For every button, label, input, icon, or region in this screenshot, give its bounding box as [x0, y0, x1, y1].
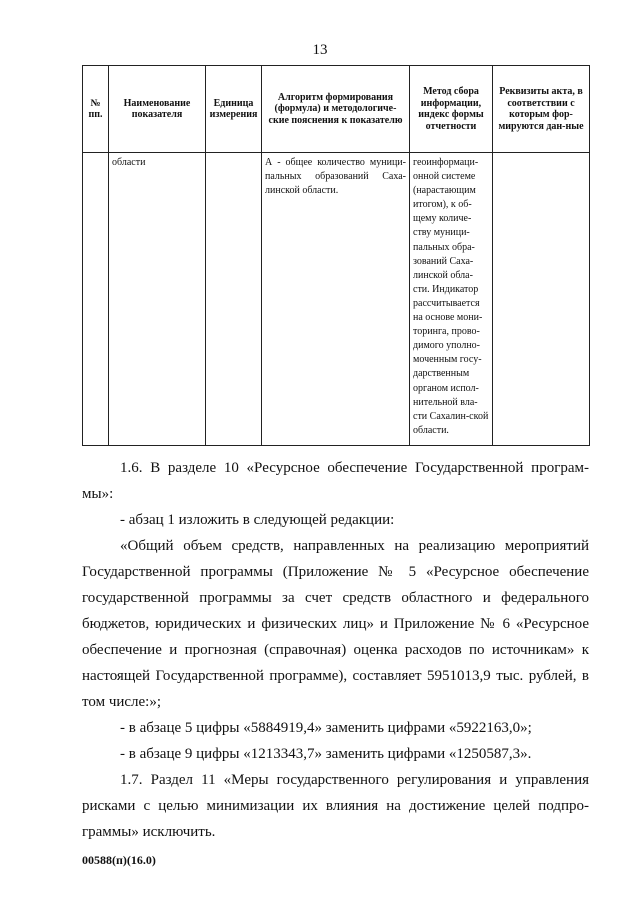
table-header-row	[83, 66, 590, 153]
header-name: Наименование показателя	[109, 66, 206, 153]
cell-num	[83, 153, 109, 446]
section-1-7	[82, 767, 589, 845]
paragraph-1-7: 1.7. Раздел 11 «Меры государственного регулирования и управления рисками с целью минимизации их влияния на достижение целей подпро-граммы» исключить.	[82, 772, 589, 840]
paragraph-1-6-heading: 1.6. В разделе 10 «Ресурсное обеспечение Государственной програм-мы»:	[82, 460, 589, 502]
paragraph-quote: «Общий объем средств, направленных на реализацию мероприятий Государственной программы (Приложение № 5 «Ресурсное обеспечение государственной программы за счет средств областного и федерального бюджетов, юридических и физических лиц» и Приложение № 6 «Ресурсное обеспечение и прогнозная (справочная) оценка расходов по источникам» к настоящей Государственной программе), составляет 5951013,9 тыс. рублей, в том числе:»;	[82, 538, 589, 710]
header-num: № пп.	[83, 66, 109, 153]
paragraph-abzac-9: - в абзаце 9 цифры «1213343,7» заменить цифрами «1250587,3».	[120, 746, 532, 762]
paragraph-block-4	[82, 715, 589, 741]
cell-requisites	[493, 153, 590, 446]
section-1-6	[82, 455, 589, 507]
paragraph-abzac-1: - абзац 1 изложить в следующей редакции:	[120, 512, 395, 528]
header-algorithm: Алгоритм формирования (формула) и методологиче-ские пояснения к показателю	[262, 66, 410, 153]
paragraph-block-3	[82, 533, 589, 715]
cell-method: геоинформаци-онной системе (нарастающим итогом), к об-щему количе-ству муници-пальных обра-зований Саха-линской обла-сти. Индикатор рассчитывается на основе мони-торинга, прово-димого уполно-моченным госу-дарственным органом испол-нительной вла-сти Сахалин-ской области.	[410, 153, 493, 446]
document-code: 00588(п)(16.0)	[82, 853, 156, 867]
paragraph-abzac-5: - в абзаце 5 цифры «5884919,4» заменить цифрами «5922163,0»;	[120, 720, 532, 736]
cell-algorithm: А - общее количество муници-пальных образований Саха-линской области.	[262, 153, 410, 446]
cell-unit	[206, 153, 262, 446]
paragraph-block-5	[82, 741, 589, 767]
paragraph-block-2	[82, 507, 589, 533]
cell-name: области	[109, 153, 206, 446]
page-number: 13	[312, 42, 328, 58]
indicators-table	[82, 65, 590, 446]
table-row	[83, 153, 590, 446]
header-unit: Единица измерения	[206, 66, 262, 153]
header-method: Метод сбора информации, индекс формы отчетности	[410, 66, 493, 153]
header-requisites: Реквизиты акта, в соответствии с которым фор-мируются дан-ные	[493, 66, 590, 153]
